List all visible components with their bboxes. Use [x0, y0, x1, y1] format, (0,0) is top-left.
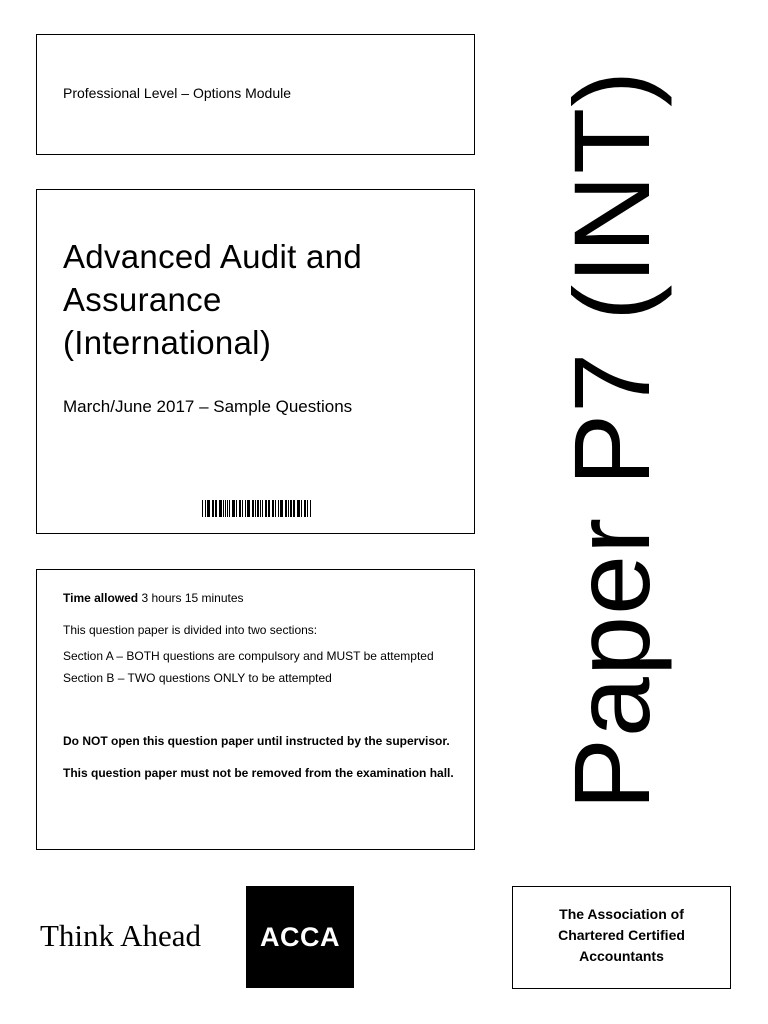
- association-line-2: Chartered Certified: [558, 927, 685, 943]
- acca-logo-text: ACCA: [260, 921, 340, 952]
- association-line-3: Accountants: [579, 948, 664, 964]
- title-line-2: Assurance: [63, 281, 222, 318]
- module-level-text: Professional Level – Options Module: [63, 85, 292, 101]
- module-level-box: [36, 34, 475, 155]
- exam-session: March/June 2017 – Sample Questions: [63, 397, 353, 416]
- do-not-open-warning: Do NOT open this question paper until instructed by the supervisor.: [63, 734, 450, 748]
- instructions-box: [36, 569, 475, 850]
- association-name: [513, 904, 730, 967]
- not-removed-warning: This question paper must not be removed from the examination hall.: [63, 766, 454, 780]
- section-a-instruction: Section A – BOTH questions are compulsory and MUST be attempted: [63, 649, 434, 663]
- title-box: [36, 189, 475, 534]
- paper-code: Paper P7 (INT): [551, 69, 672, 811]
- association-box: [512, 886, 731, 989]
- time-allowed-label: Time allowed: [63, 591, 139, 605]
- title-line-1: Advanced Audit and: [63, 238, 362, 275]
- section-b-instruction: Section B – TWO questions ONLY to be attempted: [63, 671, 332, 685]
- barcode-icon: [202, 500, 312, 517]
- acca-logo: [246, 886, 354, 988]
- association-line-1: The Association of: [559, 906, 684, 922]
- title-line-3: (International): [63, 324, 272, 361]
- time-allowed: [63, 591, 244, 605]
- sections-intro: This question paper is divided into two sections:: [63, 623, 318, 637]
- time-allowed-value: 3 hours 15 minutes: [138, 591, 244, 605]
- tagline: Think Ahead: [40, 918, 201, 953]
